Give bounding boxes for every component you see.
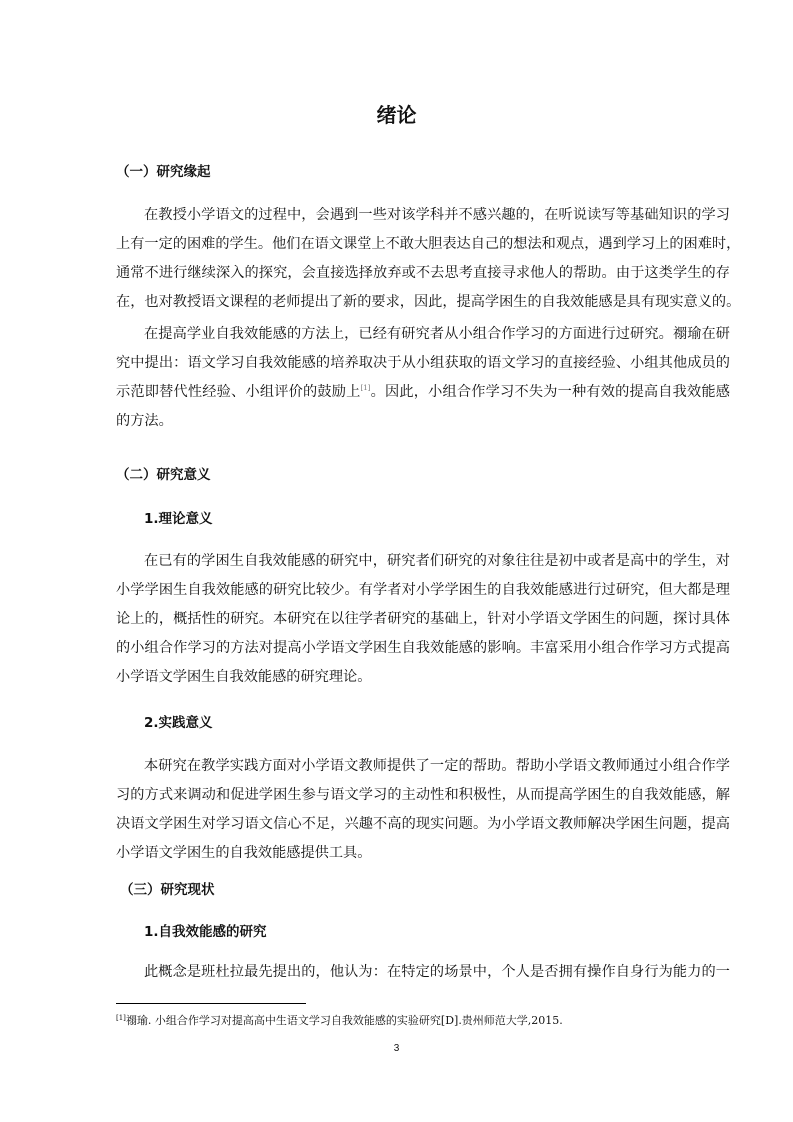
paragraph-theoretical-significance (116, 547, 730, 692)
page-title: 绪论 (376, 103, 417, 127)
subsection-heading-self-efficacy: 1.自我效能感的研究 (144, 924, 267, 940)
footnote-marker: [1] (116, 1014, 126, 1022)
footnote-text: 禤瑜. 小组合作学习对提高高中生语文学习自我效能感的实验研究[D].贵州师范大学,2015. (125, 1014, 563, 1027)
text-line: 本研究在教学实践方面对小学语文教师提供了一定的帮助。帮助小学语文教师通过小组合作学 (144, 758, 730, 774)
text-line: 在已有的学困生自我效能感的研究中，研究者们研究的对象往往是初中或者是高中的学生，对 (144, 553, 730, 569)
paragraph-research-origin-2 (116, 320, 730, 436)
text-line: 的方法。 (116, 413, 173, 429)
text-line: 论上的，概括性的研究。本研究在以往学者研究的基础上，针对小学语文学困生的问题，探讨具体 (116, 611, 730, 627)
text-line: 上有一定的困难的学生。他们在语文课堂上不敢大胆表达自己的想法和观点，遇到学习上的困难时， (116, 236, 741, 252)
section-heading-1: （一）研究缘起 (116, 164, 211, 180)
text-line: 究中提出：语文学习自我效能感的培养取决于从小组获取的语文学习的直接经验、小组其他成员的 (116, 355, 730, 371)
text-line: 小学语文学困生的自我效能感提供工具。 (116, 845, 372, 861)
subsection-heading-theory: 1.理论意义 (144, 511, 213, 527)
text-line: 小学语文学困生自我效能感的研究理论。 (116, 669, 372, 685)
section-heading-3: （三）研究现状 (120, 882, 215, 898)
text-segment: 。因此，小组合作学习不失为一种有效的提高自我效能感 (370, 384, 730, 400)
text-line: 小学学困生自我效能感的研究比较少。有学者对小学学困生的自我效能感进行过研究，但大都是理 (116, 582, 730, 598)
section-heading-2: （二）研究意义 (116, 467, 211, 483)
paragraph-research-origin-1 (116, 201, 741, 317)
text-line: 在提高学业自我效能感的方法上，已经有研究者从小组合作学习的方面进行过研究。禤瑜在研 (144, 326, 730, 342)
text-line: 在，也对教授语文课程的老师提出了新的要求，因此，提高学困生的自我效能感是具有现实意义的。 (116, 294, 741, 310)
paragraph-practical-significance (116, 752, 730, 868)
page-number: 3 (393, 1043, 400, 1054)
text-line-with-citation (116, 378, 730, 407)
text-line: 的小组合作学习的方法对提高小学语文学困生自我效能感的影响。丰富采用小组合作学习方式提高 (116, 640, 730, 656)
text-line: 此概念是班杜拉最先提出的，他认为：在特定的场景中，个人是否拥有操作自身行为能力的一 (144, 964, 730, 980)
footnote (116, 1013, 563, 1029)
subsection-heading-practice: 2.实践意义 (144, 715, 213, 731)
text-line: 习的方式来调动和促进学困生参与语文学习的主动性和积极性，从而提高学困生的自我效能感，解 (116, 787, 730, 803)
paragraph-self-efficacy-research (116, 958, 730, 987)
text-line: 决语文学困生对学习语文信心不足，兴趣不高的现实问题。为小学语文教师解决学困生问题，提高 (116, 816, 730, 832)
citation-marker: [1] (360, 384, 371, 392)
text-line: 通常不进行继续深入的探究，会直接选择放弃或不去思考直接寻求他人的帮助。由于这类学生的存 (116, 265, 730, 281)
text-segment: 示范即替代性经验、小组评价的鼓励上 (116, 384, 361, 400)
text-line: 在教授小学语文的过程中，会遇到一些对该学科并不感兴趣的，在听说读写等基础知识的学习 (144, 207, 730, 223)
footnote-separator (116, 1003, 306, 1004)
